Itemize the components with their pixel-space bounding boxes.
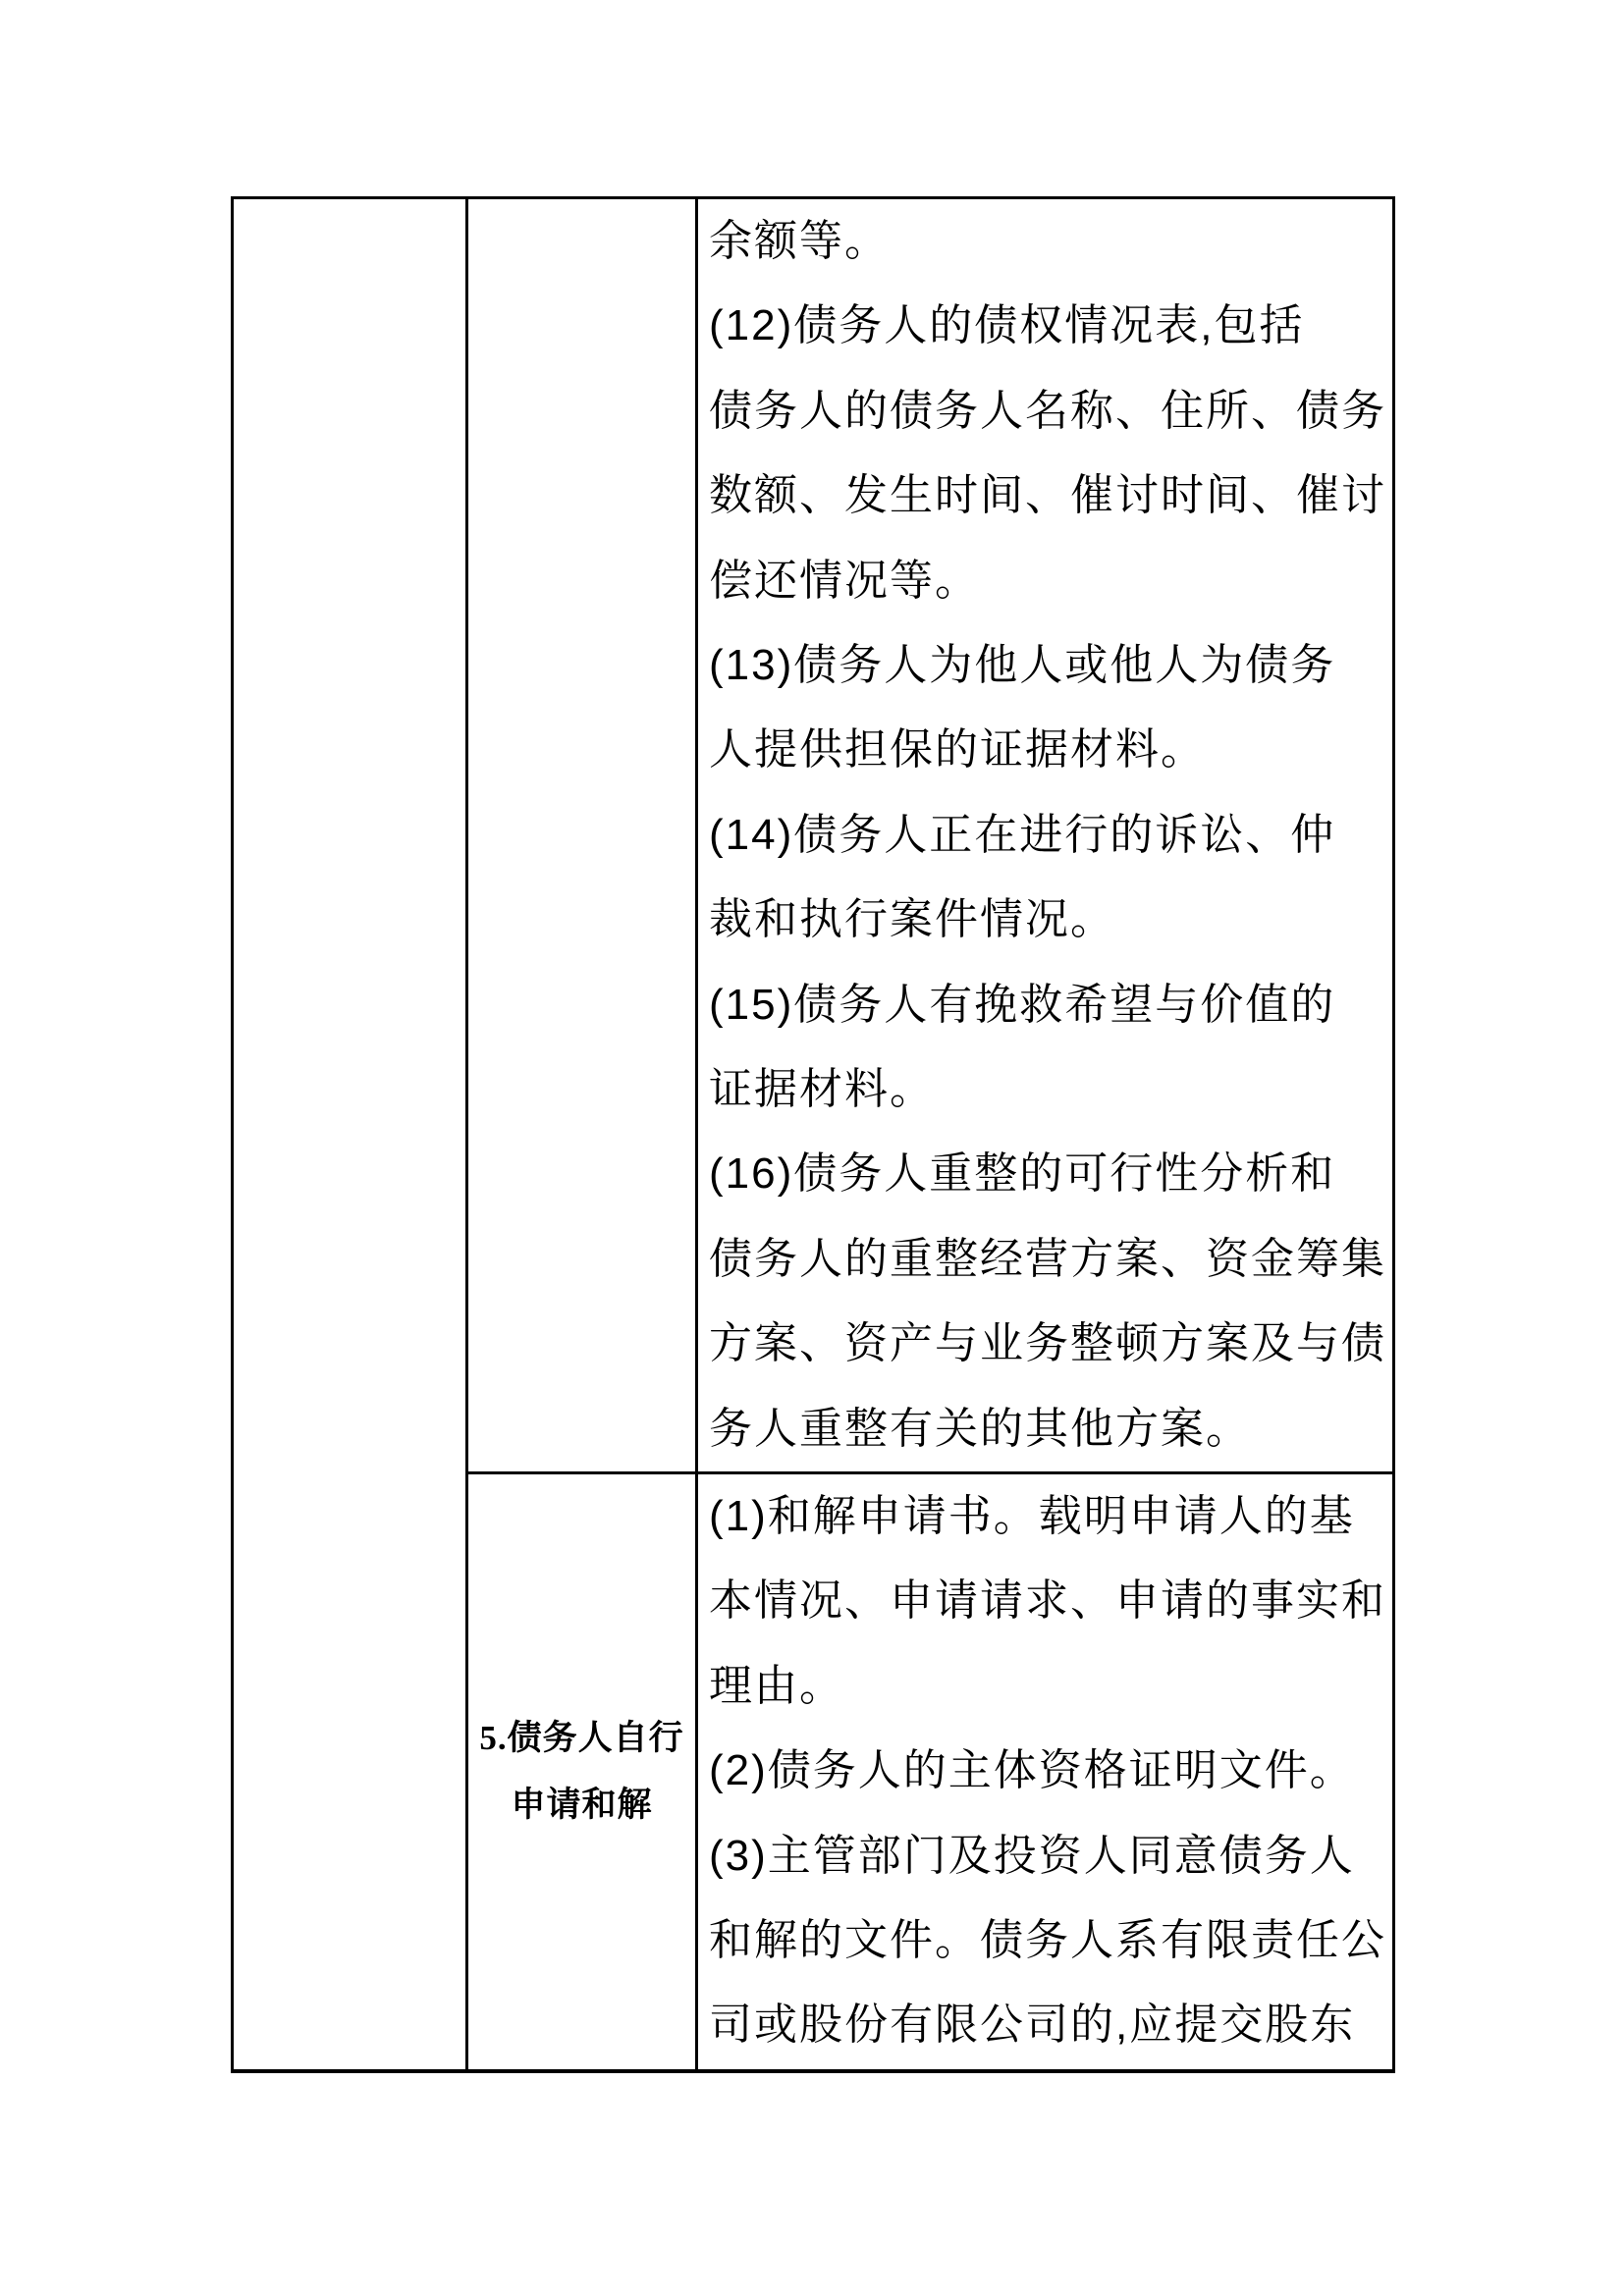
content-cell-row2: [698, 1474, 1392, 2069]
text-line: 债务人的重整经营方案、资金筹集: [709, 1234, 1386, 1283]
text-line: 裁和执行案件情况。: [709, 895, 1115, 944]
text-line: 债务人的债务人名称、住所、债务: [709, 386, 1386, 435]
text-line: 人提供担保的证据材料。: [709, 725, 1206, 774]
text-line: (16)债务人重整的可行性分析和: [709, 1149, 1336, 1199]
item-label-cell-row2: [468, 1474, 698, 2069]
text-line: 方案、资产与业务整顿方案及与债: [709, 1319, 1386, 1368]
text-line: 偿还情况等。: [709, 556, 980, 605]
text-line: (3)主管部门及投资人同意债务人: [709, 1831, 1355, 1880]
text-line: 申请和解: [511, 1786, 653, 1824]
item-label-cell-row1-empty: [468, 199, 698, 1474]
content-cell-row1: [698, 199, 1392, 1474]
text-line: 理由。: [709, 1661, 844, 1710]
application-materials-table: [231, 196, 1395, 2073]
text-line: (1)和解申请书。载明申请人的基: [709, 1492, 1355, 1540]
row2-item-label: [479, 1705, 683, 1839]
category-cell-empty: [234, 199, 468, 2069]
text-line: 本情况、申请请求、申请的事实和: [709, 1576, 1386, 1626]
text-line: 证据材料。: [709, 1065, 935, 1114]
text-line: (13)债务人为他人或他人为债务: [709, 641, 1336, 690]
text-line: (15)债务人有挽救希望与价值的: [709, 980, 1336, 1029]
text-line: 和解的文件。债务人系有限责任公: [709, 1916, 1386, 1965]
text-line: (14)债务人正在进行的诉讼、仲: [709, 810, 1336, 859]
text-line: 5.债务人自行: [479, 1719, 684, 1757]
text-line: (2)债务人的主体资格证明文件。: [709, 1746, 1355, 1795]
row2-content-lines: [698, 1474, 1392, 2068]
text-line: (12)债务人的债权情况表,包括: [709, 301, 1305, 350]
text-line: 余额等。: [709, 217, 890, 265]
row1-content-lines: [698, 199, 1392, 1471]
text-line: 务人重整有关的其他方案。: [709, 1404, 1251, 1453]
text-line: 司或股份有限公司的,应提交股东: [709, 2001, 1356, 2050]
text-line: 数额、发生时间、催讨时间、催讨: [709, 471, 1386, 520]
